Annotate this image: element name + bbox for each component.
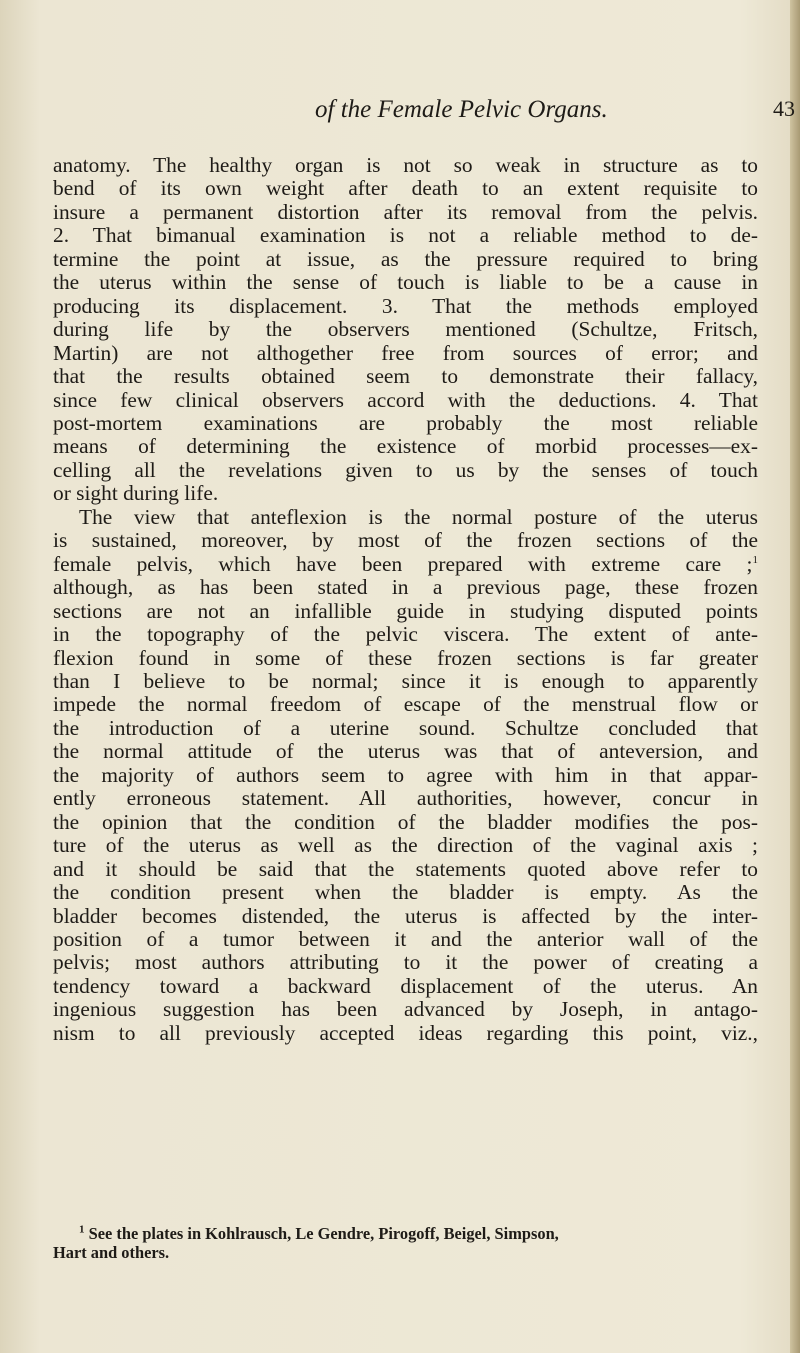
text-line: flexion found in some of these frozen sections is far greater (53, 646, 758, 670)
footnote-marker: 1 (79, 1224, 85, 1236)
text-line: in the topography of the pelvic viscera. The extent of ante- (53, 623, 758, 647)
text-line (53, 553, 758, 576)
text-line: the introduction of a uterine sound. Schultze concluded that (53, 716, 758, 740)
running-title: of the Female Pelvic Organs. (315, 96, 608, 123)
text-line: the condition present when the bladder is empty. As the (53, 881, 758, 905)
footnote-reference: 1 (752, 553, 758, 566)
text-line: although, as has been stated in a previous page, these frozen (53, 576, 758, 600)
footnote-line (53, 1224, 758, 1243)
body-text (53, 154, 758, 1045)
text-line: pelvis; most authors attributing to it the power of creating a (53, 951, 758, 975)
text-line: means of determining the existence of morbid processes—ex- (53, 435, 758, 459)
text-line: ingenious suggestion has been advanced by Joseph, in antago- (53, 998, 758, 1022)
paragraph-start-line: The view that anteflexion is the normal posture of the uterus (79, 505, 758, 529)
text-line: since few clinical observers accord with the deductions. 4. That (53, 388, 758, 412)
footnote (53, 1224, 758, 1262)
text-line: 2. That bimanual examination is not a reliable method to de- (53, 224, 758, 248)
text-line: the uterus within the sense of touch is liable to be a cause in (53, 271, 758, 295)
text-line: ture of the uterus as well as the direction of the vaginal axis ; (53, 834, 758, 858)
text-line: sections are not an infallible guide in studying disputed points (53, 599, 758, 623)
page-edge (790, 0, 800, 1353)
text-line: insure a permanent distortion after its removal from the pelvis. (53, 200, 758, 224)
text-line: than I believe to be normal; since it is enough to apparently (53, 669, 758, 693)
text-line-content: female pelvis, which have been prepared with extreme care ; (53, 552, 753, 576)
page-number: 43 (773, 96, 795, 121)
text-line: that the results obtained seem to demonstrate their fallacy, (53, 365, 758, 389)
text-line: is sustained, moreover, by most of the frozen sections of the (53, 529, 758, 553)
text-line: bend of its own weight after death to an extent requisite to (53, 177, 758, 201)
text-line: or sight during life. (53, 482, 219, 506)
text-line: during life by the observers mentioned (Schultze, Fritsch, (53, 318, 758, 342)
text-line: and it should be said that the statements quoted above refer to (53, 857, 758, 881)
page-header (60, 96, 795, 136)
text-line: post-mortem examinations are probably the most reliable (53, 411, 758, 435)
text-line: impede the normal freedom of escape of the menstrual flow or (53, 693, 758, 717)
text-line: termine the point at issue, as the pressure required to bring (53, 247, 758, 271)
text-line: position of a tumor between it and the anterior wall of the (53, 927, 758, 951)
footnote-text: See the plates in Kohlrausch, Le Gendre, Pirogoff, Beigel, Simpson, (88, 1224, 559, 1243)
text-line: ently erroneous statement. All authorities, however, concur in (53, 787, 758, 811)
text-line: Martin) are not althogether free from sources of error; and (53, 341, 758, 365)
footnote-line: Hart and others. (53, 1243, 170, 1262)
text-line: the majority of authors seem to agree with him in that appar- (53, 763, 758, 787)
text-line: anatomy. The healthy organ is not so weak in structure as to (53, 154, 758, 177)
text-line: the normal attitude of the uterus was that of anteversion, and (53, 740, 758, 764)
text-line: celling all the revelations given to us by the senses of touch (53, 458, 758, 482)
text-line: nism to all previously accepted ideas regarding this point, viz., (53, 1021, 758, 1045)
text-line: bladder becomes distended, the uterus is affected by the inter- (53, 904, 758, 928)
text-line: producing its displacement. 3. That the methods employed (53, 294, 758, 318)
text-line: the opinion that the condition of the bladder modifies the pos- (53, 810, 758, 834)
text-line: tendency toward a backward displacement of the uterus. An (53, 974, 758, 998)
